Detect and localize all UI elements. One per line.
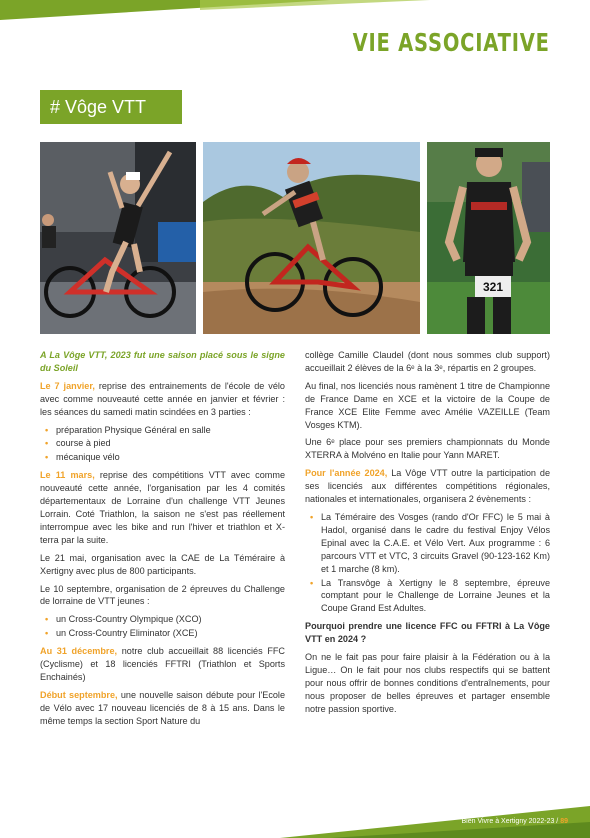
date-highlight: Le 11 mars, bbox=[40, 470, 95, 481]
question-heading: Pourquoi prendre une licence FFC ou FFTRI à La Vôge VTT en 2024 ? bbox=[305, 621, 550, 645]
paragraph-answer: On ne le fait pas pour faire plaisir à la Fédération ou à la Ligue… On le fait pour nos clubs respectifs qui se battent pour nous offrir de bonnes conditions d'entraînements, pour nous proposer de belles épreuves et partager ensemble notre passion sportive. bbox=[305, 652, 550, 714]
paragraph-may: Le 21 mai, organisation avec la CAE de La Téméraire à Xertigny avec plus de 800 participants. bbox=[40, 552, 285, 576]
page-number: 89 bbox=[560, 818, 568, 825]
left-column bbox=[40, 349, 285, 733]
paragraph-text: La Vôge VTT outre la participation de ses licenciés aux différentes compétitions régionales, nationales et internationales, organisera 2 évènements : bbox=[305, 468, 550, 505]
list-item: • La Téméraire des Vosges (rando d'Or FFC) le 5 mai à Hadol, organisé dans le cadre du festival Enjoy Vélos Epinal avec la C.A.E. et Vélo Vert. Aux programme : 6 parcours VTT et VTC, 3 circuits Gravel (90-123-162 Km) et 1 marche (8 km). bbox=[321, 511, 550, 576]
paragraph-march bbox=[40, 469, 285, 546]
page-footer bbox=[461, 818, 568, 825]
date-highlight: Au 31 décembre, bbox=[40, 646, 118, 657]
paragraph-new-season bbox=[40, 689, 285, 728]
list-item: • mécanique vélo bbox=[56, 451, 285, 464]
footer-text: Bien Vivre à Xertigny 2022-23 / bbox=[461, 818, 559, 825]
paragraph-text: reprise des entrainements de l'école de vélo avec comme nouveauté cette année en janvier et février : les séances du samedi matin scindées en 3 parties : bbox=[40, 380, 285, 417]
list-item: • La Transvôge à Xertigny le 8 septembre, épreuve comptant pour le Challenge de Lorraine Jeunes et la Coupe Grand Est Adultes. bbox=[321, 577, 550, 616]
list-item: • course à pied bbox=[56, 437, 285, 450]
date-highlight: Le 7 janvier, bbox=[40, 380, 95, 391]
club-tag: # Vôge VTT bbox=[40, 90, 182, 124]
top-decorative-stripe bbox=[0, 0, 590, 22]
right-column bbox=[305, 349, 550, 721]
paragraph-titles: Au final, nos licenciés nous ramènent 1 titre de Championne de France Dame en XCE et la victoire de la Coupe de France XCE Elite Femme avec Amélie VAZEILLE (Team Vosges KTM). bbox=[305, 380, 550, 430]
photo-cyclist-forest-trail bbox=[203, 142, 420, 334]
paragraph-2024 bbox=[305, 467, 550, 506]
paragraph-december bbox=[40, 645, 285, 684]
list-item: • un Cross-Country Eliminator (XCE) bbox=[56, 627, 285, 640]
date-highlight: Début septembre, bbox=[40, 689, 118, 700]
list-item: • un Cross-Country Olympique (XCO) bbox=[56, 613, 285, 626]
paragraph-january bbox=[40, 380, 285, 419]
date-highlight: Pour l'année 2024, bbox=[305, 468, 388, 479]
paragraph-september: Le 10 septembre, organisation de 2 épreuves du Challenge de lorraine de VTT jeunes : bbox=[40, 583, 285, 607]
paragraph-text: une nouvelle saison débute pour l'Ecole de Vélo avec 17 nouveau licenciés de 8 à 15 ans. Dans le même temps la section Sport Nature du bbox=[40, 689, 286, 726]
list-2024-events bbox=[305, 511, 550, 615]
photo-triathlete-portrait bbox=[427, 142, 550, 334]
paragraph-college: collège Camille Claudel (dont nous sommes club support) accueillait 2 élèves de la 6ᵉ à la 3ᵉ, répartis en 2 groupes. bbox=[305, 350, 550, 373]
list-training-parts bbox=[40, 424, 285, 465]
lead-paragraph: A La Vôge VTT, 2023 fut une saison placé sous le signe du Soleil bbox=[40, 350, 285, 373]
list-challenge-events bbox=[40, 613, 285, 640]
race-bib: 321 bbox=[482, 280, 504, 294]
photo-cyclist-finish-line bbox=[40, 142, 196, 334]
paragraph-text: notre club accueillait 88 licenciés FFC (Cyclisme) et 18 licenciés FFTRI (Triathlon et Sports Enchainés) bbox=[40, 646, 285, 682]
paragraph-text: reprise des compétitions VTT avec comme nouveauté cette année, l'organisation par les 4 comités départementaux de Lorraine d'un challenge VTT Jeunes Lorrain. Coté Triathlon, la saison ne s'est pas réellement interrompue avec les bike and run l'hiver et triathlon et X-terra par la suite. bbox=[40, 470, 285, 545]
list-item: • préparation Physique Général en salle bbox=[56, 424, 285, 437]
section-title: VIE ASSOCIATIVE bbox=[352, 28, 550, 57]
paragraph-world-championship: Une 6ᵉ place pour ses premiers championnats du Monde XTERRA à Molvéno en Italie pour Yann MARET. bbox=[305, 437, 550, 461]
